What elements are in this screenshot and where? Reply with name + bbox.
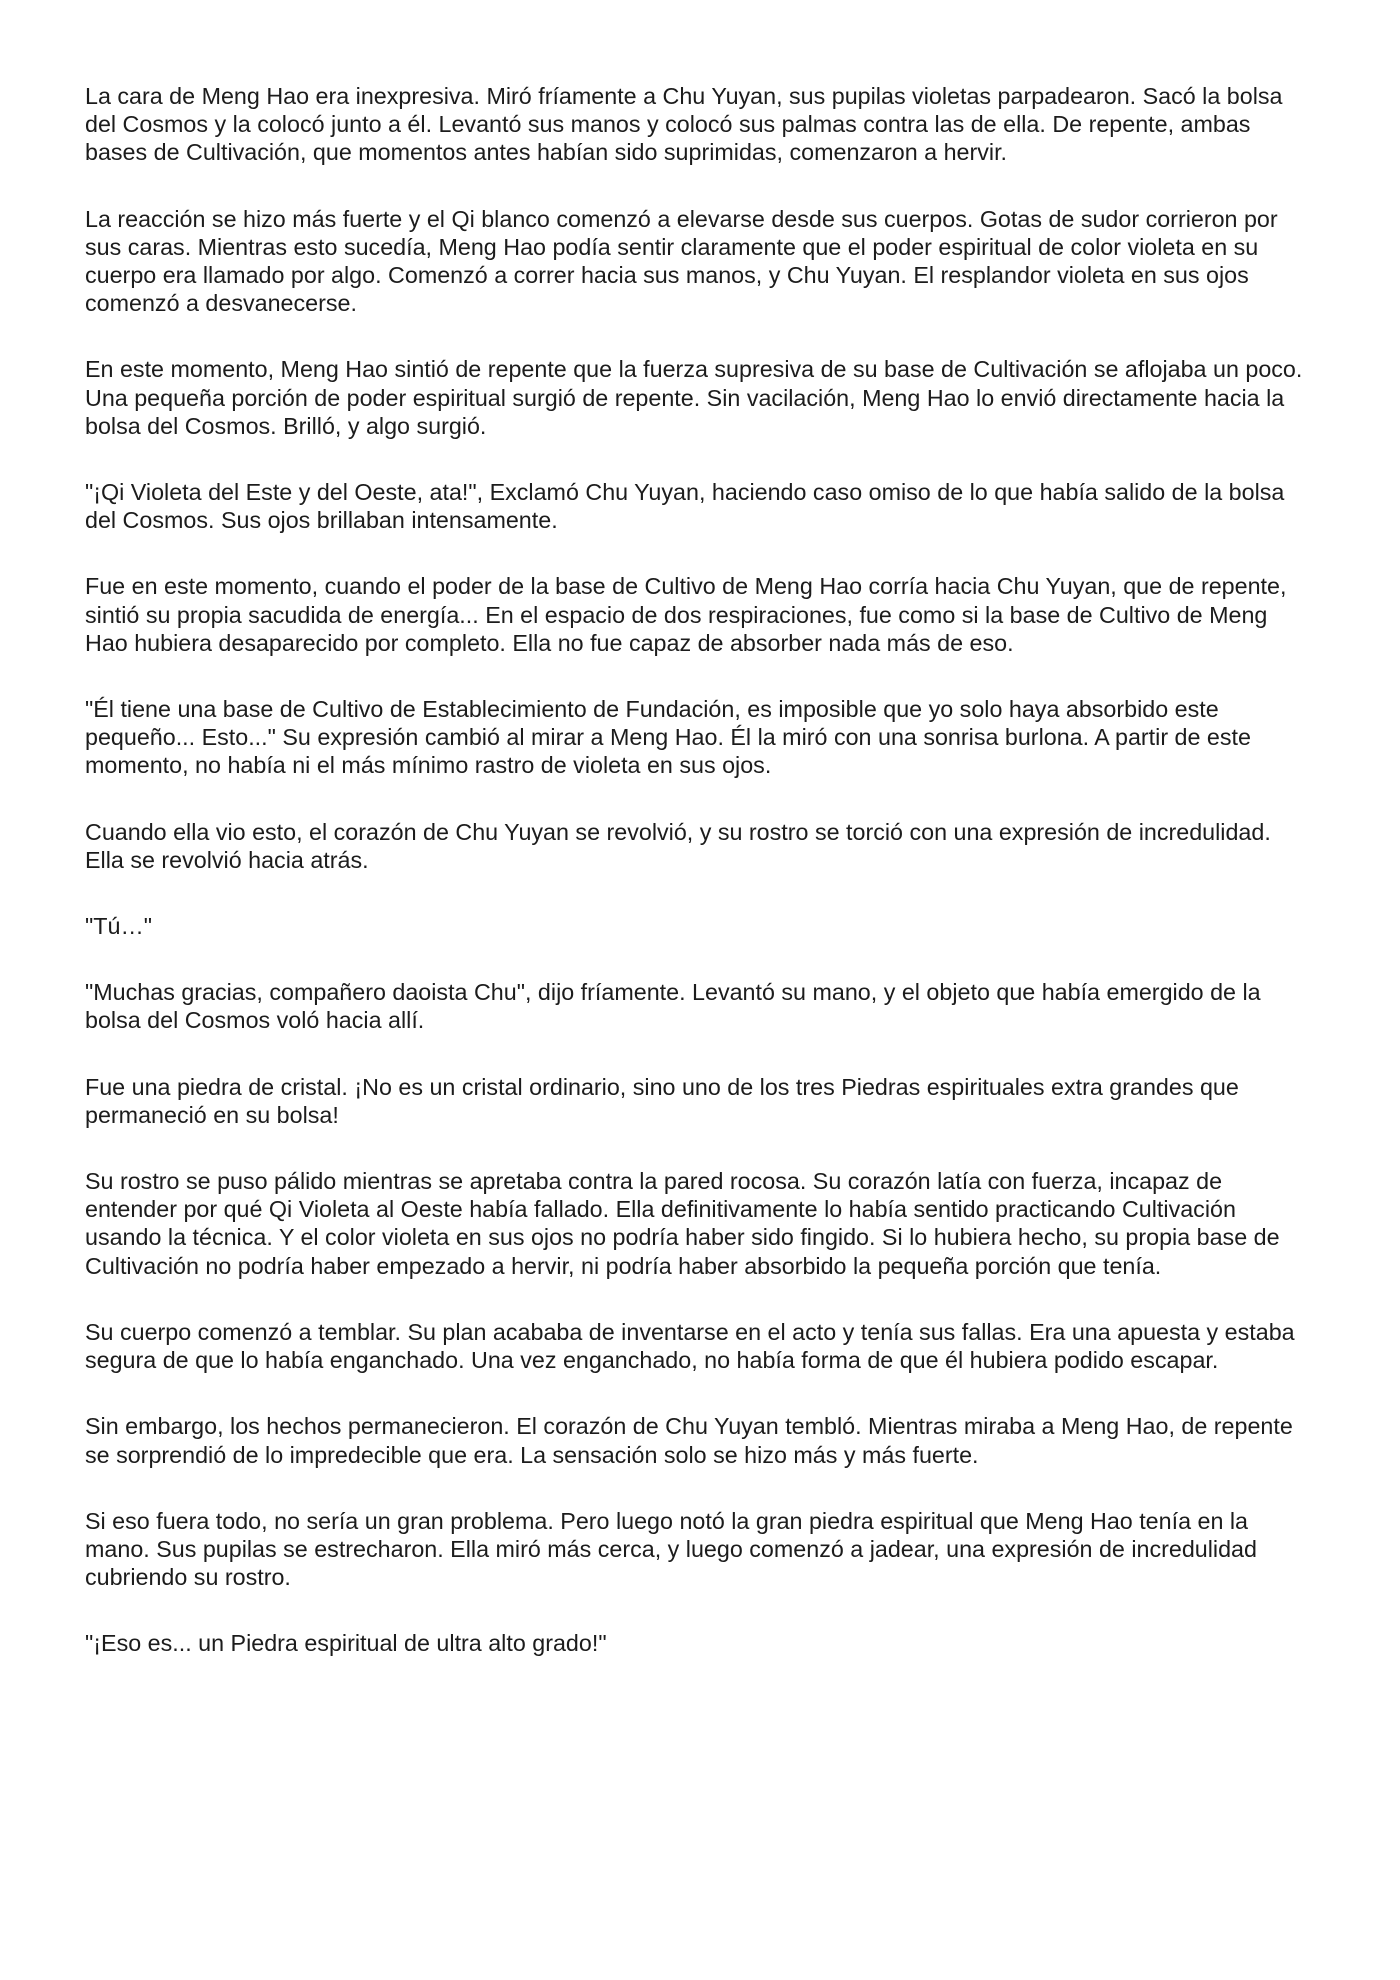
paragraph-12: Su cuerpo comenzó a temblar. Su plan acababa de inventarse en el acto y tenía sus fallas. Era una apuesta y estaba segura de que lo había enganchado. Una vez enganchado, no había forma de que él hubiera podido escapar. xyxy=(85,1318,1295,1374)
paragraph-15: "¡Eso es... un Piedra espiritual de ultra alto grado!" xyxy=(85,1630,607,1657)
paragraph-9: "Muchas gracias, compañero daoista Chu", dijo fríamente. Levantó su mano, y el objeto que había emergido de la bolsa del Cosmos voló hacia allí. xyxy=(85,979,1261,1034)
paragraph-4: "¡Qi Violeta del Este y del Oeste, ata!", Exclamó Chu Yuyan, haciendo caso omiso de lo que había salido de la bolsa del Cosmos. Sus ojos brillaban intensamente. xyxy=(85,479,1285,534)
paragraph-11: Su rostro se puso pálido mientras se apretaba contra la pared rocosa. Su corazón latía con fuerza, incapaz de entender por qué Qi Violeta al Oeste había fallado. Ella definitivamente lo había sentido practicando Cultivación usando la técnica. Y el color violeta en sus ojos no podría haber sido fingido. Si lo hubiera hecho, su propia base de Cultivación no podría haber empezado a hervir, ni podría haber absorbido la pequeña porción que tenía. xyxy=(85,1168,1280,1279)
paragraph-10: Fue una piedra de cristal. ¡No es un cristal ordinario, sino uno de los tres Piedras espirituales extra grandes que permaneció en su bolsa! xyxy=(85,1073,1239,1128)
paragraph-5: Fue en este momento, cuando el poder de la base de Cultivo de Meng Hao corría hacia Chu Yuyan, que de repente, sintió su propia sacudida de energía... En el espacio de dos respiraciones, fue como si la base de Cultivo de Meng Hao hubiera desaparecido por completo. Ella no fue capaz de absorber nada más de eso. xyxy=(85,573,1287,656)
paragraph-1: La cara de Meng Hao era inexpresiva. Miró fríamente a Chu Yuyan, sus pupilas violetas parpadearon. Sacó la bolsa del Cosmos y la colocó junto a él. Levantó sus manos y colocó sus palmas contra las de ella. De repente, ambas bases de Cultivación, que momentos antes habían sido suprimidas, comenzaron a hervir. xyxy=(85,83,1283,166)
document-page xyxy=(85,82,1315,1696)
paragraph-2: La reacción se hizo más fuerte y el Qi blanco comenzó a elevarse desde sus cuerpos. Gotas de sudor corrieron por sus caras. Mientras esto sucedía, Meng Hao podía sentir claramente que el poder espiritual de color violeta en su cuerpo era llamado por algo. Comenzó a correr hacia sus manos, y Chu Yuyan. El resplandor violeta en sus ojos comenzó a desvanecerse. xyxy=(85,205,1278,317)
paragraph-7: Cuando ella vio esto, el corazón de Chu Yuyan se revolvió, y su rostro se torció con una expresión de incredulidad. Ella se revolvió hacia atrás. xyxy=(85,818,1271,873)
paragraph-8: "Tú…" xyxy=(85,913,153,940)
paragraph-6: "Él tiene una base de Cultivo de Establecimiento de Fundación, es imposible que yo solo haya absorbido este pequeño... Esto..." Su expresión cambió al mirar a Meng Hao. Él la miró con una sonrisa burlona. A partir de este momento, no había ni el más mínimo rastro de violeta en sus ojos. xyxy=(85,696,1251,779)
paragraph-3: En este momento, Meng Hao sintió de repente que la fuerza supresiva de su base de Cultivación se aflojaba un poco. Una pequeña porción de poder espiritual surgió de repente. Sin vacilación, Meng Hao lo envió directamente hacia la bolsa del Cosmos. Brilló, y algo surgió. xyxy=(85,356,1303,439)
paragraph-13: Sin embargo, los hechos permanecieron. El corazón de Chu Yuyan tembló. Mientras miraba a Meng Hao, de repente se sorprendió de lo impredecible que era. La sensación solo se hizo más y más fuerte. xyxy=(85,1413,1293,1468)
paragraph-14: Si eso fuera todo, no sería un gran problema. Pero luego notó la gran piedra espiritual que Meng Hao tenía en la mano. Sus pupilas se estrecharon. Ella miró más cerca, y luego comenzó a jadear, una expresión de incredulidad cubriendo su rostro. xyxy=(85,1507,1257,1591)
